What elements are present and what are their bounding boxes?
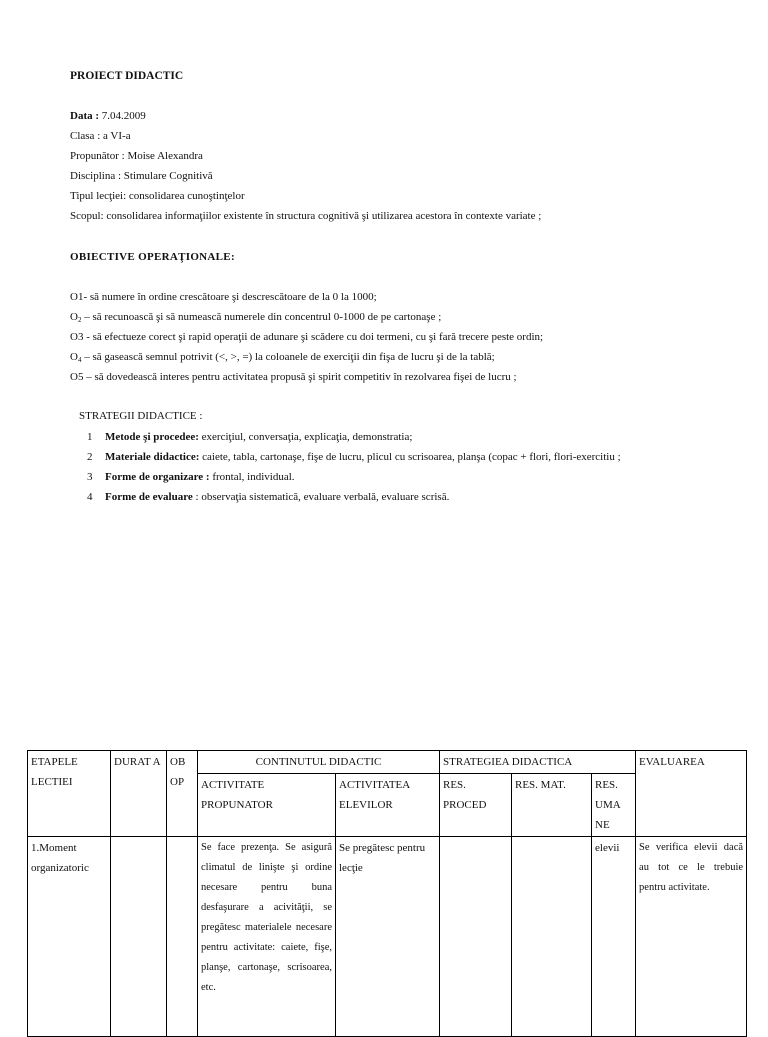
header-activitatea-elevilor: ACTIVITATEA ELEVILOR xyxy=(336,774,440,837)
header-durata: DURAT A xyxy=(111,751,167,837)
cell-ob xyxy=(167,837,198,1037)
objective-o2-text: – să recunoască şi să numească numerele din concentrul 0-1000 de pe cartonaşe ; xyxy=(81,311,442,323)
cell-res-umane: elevii xyxy=(592,837,636,1037)
objective-o4-prefix: O xyxy=(70,351,78,363)
objective-o2-sub: 2 xyxy=(77,316,82,324)
info-clasa: Clasa : a VI-a xyxy=(70,130,131,142)
document-title: PROIECT DIDACTIC xyxy=(70,70,184,82)
strategy-item xyxy=(87,487,449,507)
objective-o3: O3 - să efectueze corect şi rapid operaţii de adunare şi scădere cu doi termeni, cu şi fară trecere peste ordin; xyxy=(70,331,544,343)
table-row xyxy=(28,837,747,1037)
info-propunator: Propunător : Moise Alexandra xyxy=(70,150,203,162)
cell-res-mat xyxy=(512,837,592,1037)
strategy-number: 4 xyxy=(87,491,93,503)
cell-res-proced xyxy=(440,837,512,1037)
info-data-label: Data : xyxy=(70,110,100,122)
objectives-title: OBIECTIVE OPERAŢIONALE: xyxy=(70,251,235,263)
header-evaluarea: EVALUAREA xyxy=(636,751,747,837)
header-strategia: STRATEGIEA DIDACTICA xyxy=(440,751,636,774)
info-tipul-lectiei: Tipul lecţiei: consolidarea cunoştinţelor xyxy=(70,190,245,202)
strategy-label: Forme de evaluare xyxy=(105,491,193,503)
header-res-umane: RES. UMA NE xyxy=(592,774,636,837)
objective-o2-prefix: O xyxy=(70,311,78,323)
strategy-item xyxy=(87,427,412,447)
objective-o4-sub: 4 xyxy=(77,356,82,364)
strategy-label: Forme de organizare : xyxy=(105,471,210,483)
header-res-mat: RES. MAT. xyxy=(512,774,592,837)
cell-etapa: 1.Moment organizatoric xyxy=(28,837,111,1037)
strategy-number: 3 xyxy=(87,471,93,483)
info-data-value: 7.04.2009 xyxy=(99,110,146,122)
objective-o4-text: – să gasească semnul potrivit (<, >, =) la coloanele de exerciţii din fişa de lucru şi de la tablă; xyxy=(81,351,495,363)
strategy-text: : observaţia sistematică, evaluare verbală, evaluare scrisă. xyxy=(192,491,450,503)
info-data xyxy=(70,106,146,126)
strategy-label: Materiale didactice: xyxy=(105,451,200,463)
strategies-title: STRATEGII DIDACTICE : xyxy=(79,410,203,422)
header-ob-op: OB OP xyxy=(167,751,198,837)
cell-durata xyxy=(111,837,167,1037)
header-continutul: CONTINUTUL DIDACTIC xyxy=(198,751,440,774)
strategy-number: 2 xyxy=(87,451,93,463)
strategy-text: caiete, tabla, cartonaşe, fişe de lucru, plicul cu scrisoarea, planşa (copac + flori, flori-exercitiu ; xyxy=(199,451,621,463)
info-disciplina: Disciplina : Stimulare Cognitivă xyxy=(70,170,213,182)
cell-activitate-propunator: Se face prezenţa. Se asigură climatul de linişte şi ordine necesare pentru buna desfaşurare a acivităţii, se pregătesc materialele necesare pentru activitate: caiete, fişe, planşe, cartonaşe, scrisoarea, etc. xyxy=(198,837,336,1037)
header-activitate-propunator: ACTIVITATE PROPUNATOR xyxy=(198,774,336,837)
strategy-number: 1 xyxy=(87,431,93,443)
strategy-item xyxy=(87,467,295,487)
table-header-row xyxy=(28,751,747,774)
objective-o1: O1- să numere în ordine crescătoare şi descrescătoare de la 0 la 1000; xyxy=(70,291,377,303)
objective-o5: O5 – să dovedească interes pentru activitatea propusă şi spirit competitiv în rezolvarea fişei de lucru ; xyxy=(70,371,517,383)
strategy-item xyxy=(87,447,621,467)
cell-evaluare: Se verifica elevii dacă au tot ce le trebuie pentru activitate. xyxy=(636,837,747,1037)
lesson-plan-table xyxy=(27,750,747,1037)
info-scopul: Scopul: consolidarea informaţiilor existente în structura cognitivă şi utilizarea acestora în contexte variate ; xyxy=(70,210,542,222)
strategy-text: exerciţiul, conversaţia, explicaţia, demonstratia; xyxy=(198,431,413,443)
strategy-label: Metode şi procedee: xyxy=(105,431,199,443)
header-etapele: ETAPELE LECTIEI xyxy=(28,751,111,837)
cell-activitatea-elevilor: Se pregătesc pentru lecţie xyxy=(336,837,440,1037)
header-res-proced: RES. PROCED xyxy=(440,774,512,837)
strategy-text: frontal, individual. xyxy=(209,471,295,483)
